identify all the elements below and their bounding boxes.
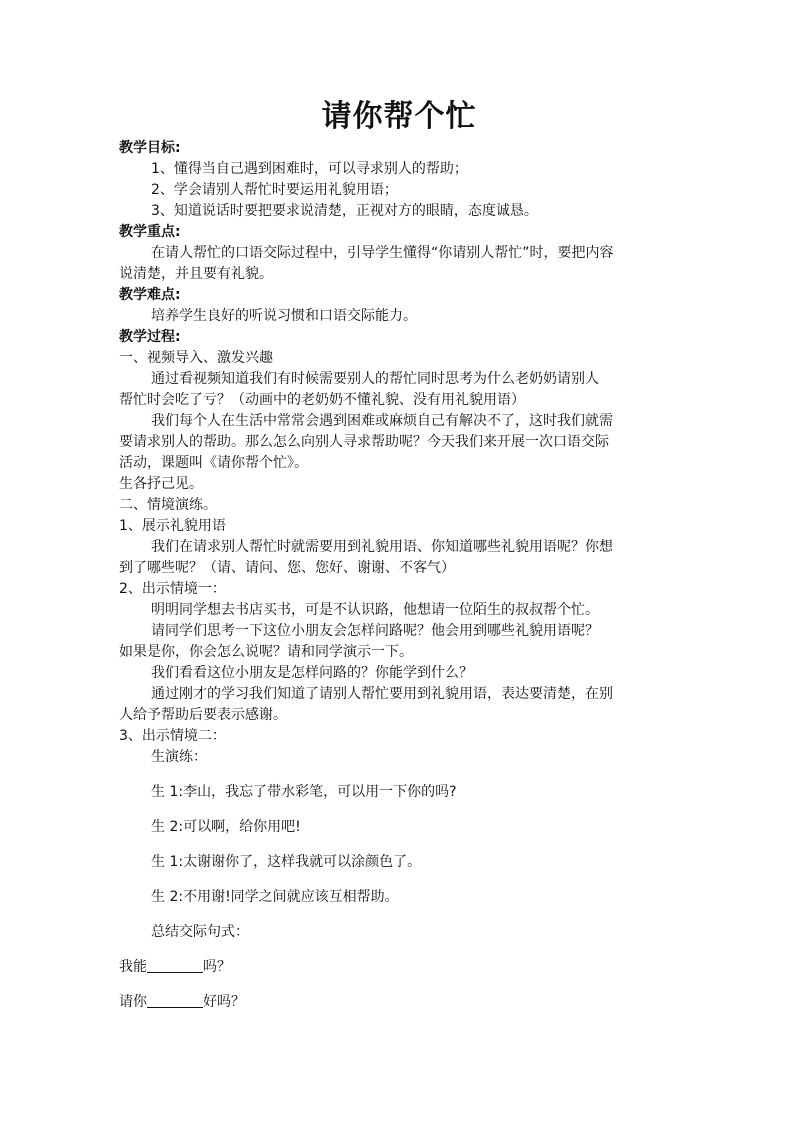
fill-blank [147,958,203,973]
dialogue-line: 生 2:可以啊，给你用吧! [151,819,301,835]
paragraph-line: 到了哪些呢？（请、请问、您、您好、谢谢、不客气） [119,560,455,576]
objective-item: 2、学会请别人帮忙时要运用礼貌用语； [151,182,398,198]
key-point-heading: 教学重点: [119,224,181,240]
paragraph-line: 我们看看这位小朋友是怎样问路的？你能学到什么？ [151,665,473,681]
pattern-suffix: 好吗？ [203,994,245,1010]
document-title: 请你帮个忙 [321,99,477,134]
objectives-heading: 教学目标: [119,140,181,156]
difficulty-text: 培养学生良好的听说习惯和口语交际能力。 [151,308,417,324]
sentence-pattern [119,992,679,1013]
dialogue-line: 生 1:太谢谢你了，这样我就可以涂颜色了。 [151,854,422,870]
paragraph-line: 活动，课题叫《请你帮个忙》。 [119,455,308,471]
fill-blank [147,993,203,1008]
paragraph-line: 明明同学想去书店买书，可是不认识路，他想请一位陌生的叔叔帮个忙。 [151,602,599,618]
summary-heading: 总结交际句式： [151,924,249,940]
section-title: 一、视频导入、激发兴趣 [119,350,273,366]
pattern-suffix: 吗？ [203,959,231,975]
practice-intro: 生演练： [151,749,207,765]
document-page [119,96,679,1013]
paragraph-line: 通过刚才的学习我们知道了请别人帮忙要用到礼貌用语，表达要清楚，在别 [151,686,613,702]
sentence-pattern [119,957,679,978]
objective-item: 1、懂得当自己遇到困难时，可以寻求别人的帮助； [151,161,468,177]
key-point-line: 在请人帮忙的口语交际过程中，引导学生懂得“你请别人帮忙”时，要把内容 [151,245,614,261]
paragraph-line: 请同学们思考一下这位小朋友会怎样问路呢？他会用到哪些礼貌用语呢？ [151,623,599,639]
paragraph-line: 要请求别人的帮助。那么怎么向别人寻求帮助呢？今天我们来开展一次口语交际 [119,434,609,450]
difficulty-heading: 教学难点: [119,287,181,303]
subsection-title: 3、出示情境二： [119,728,226,744]
pattern-prefix: 请你 [119,994,147,1010]
paragraph-line: 如果是你，你会怎么说呢？请和同学演示一下。 [119,644,413,660]
dialogue-line: 生 1:李山，我忘了带水彩笔，可以用一下你的吗? [151,784,457,800]
paragraph-line: 生各抒己见。 [119,476,203,492]
key-point-line: 说清楚，并且要有礼貌。 [119,266,273,282]
paragraph-line: 人给予帮助后要表示感谢。 [119,707,287,723]
paragraph-line: 我们每个人在生活中常常会遇到困难或麻烦自己有解决不了，这时我们就需 [151,413,613,429]
paragraph-line: 我们在请求别人帮忙时就需要用到礼貌用语、你知道哪些礼貌用语呢？你想 [151,539,613,555]
subsection-title: 1、展示礼貌用语 [119,518,226,534]
objective-item: 3、知道说话时要把要求说清楚，正视对方的眼睛，态度诚恳。 [151,203,538,219]
subsection-title: 2、出示情境一： [119,581,226,597]
paragraph-line: 通过看视频知道我们有时候需要别人的帮忙同时思考为什么老奶奶请别人 [151,371,599,387]
process-heading: 教学过程: [119,329,181,345]
dialogue-line: 生 2:不用谢!同学之间就应该互相帮助。 [151,889,399,905]
pattern-prefix: 我能 [119,959,147,975]
section-title: 二、情境演练。 [119,497,217,513]
paragraph-line: 帮忙时会吃了亏？（动画中的老奶奶不懂礼貌、没有用礼貌用语） [119,392,525,408]
